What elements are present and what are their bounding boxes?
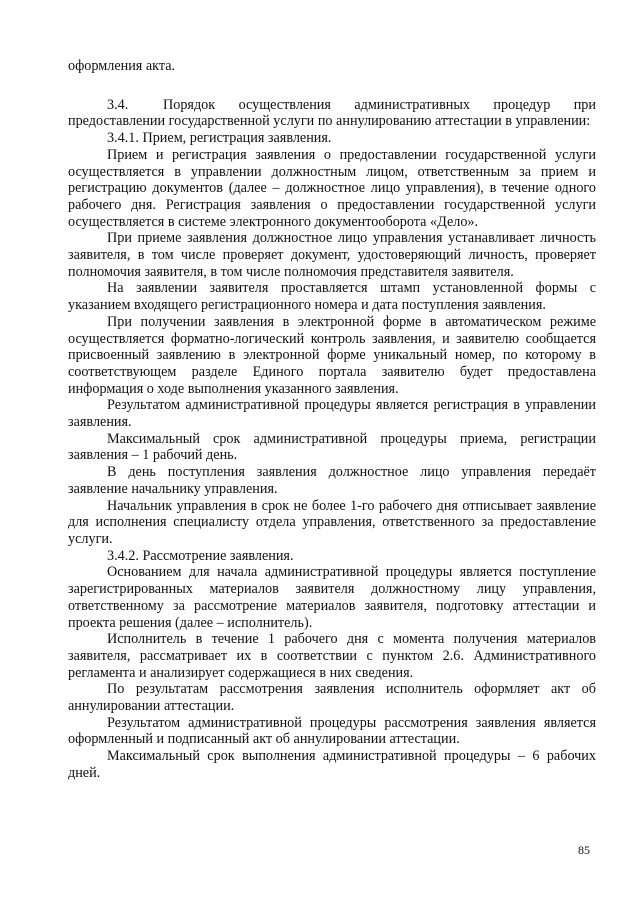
paragraph: При получении заявления в электронной форме в автоматическом режиме осуществляется форматно-логический контроль заявления, и заявителю сообщается присвоенный заявлению в электронной форме уникальный номер, по которому в соответствующем разделе Единого портала заявителю будет предоставлена информация о ходе выполнения указанного заявления.: [68, 313, 596, 397]
subsection-heading-1: 3.4.1. Прием, регистрация заявления.: [107, 130, 332, 147]
section-title: Порядок осуществления административных процедур при предоставлении государственной услуги по аннулированию аттестации в управлении:: [68, 96, 596, 130]
subsection-heading-2: 3.4.2. Рассмотрение заявления.: [107, 547, 294, 564]
section-heading: [68, 97, 596, 130]
paragraph: Исполнитель в течение 1 рабочего дня с момента получения материалов заявителя, рассматривает их в соответствии с пунктом 2.6. Административного регламента и анализирует содержащиеся в них сведения.: [68, 631, 596, 681]
paragraph: В день поступления заявления должностное лицо управления передаёт заявление начальнику управления.: [68, 464, 596, 497]
spacer: [68, 75, 596, 97]
section-number: 3.4.: [107, 96, 129, 113]
paragraph: Результатом административной процедуры рассмотрения заявления является оформленный и подписанный акт об аннулировании аттестации.: [68, 714, 596, 748]
paragraph: По результатам рассмотрения заявления исполнитель оформляет акт об аннулировании аттестации.: [68, 681, 596, 715]
paragraph: При приеме заявления должностное лицо управления устанавливает личность заявителя, в том числе проверяет документ, удостоверяющий личность, проверяет полномочия заявителя, в том числе полномочия представителя заявителя.: [68, 230, 596, 280]
paragraph: Прием и регистрация заявления о предоставлении государственной услуги осуществляется в управлении должностным лицом, ответственным за прием и регистрацию документов (далее – должностное лицо управления), в течение одного рабочего дня. Регистрация заявления о предоставлении государственной услуги осуществляется в системе электронного документооборота «Дело».: [68, 146, 596, 230]
paragraph: Начальник управления в срок не более 1-го рабочего дня отписывает заявление для исполнения специалисту отдела управления, ответственного за предоставление услуги.: [68, 497, 596, 547]
paragraph: Результатом административной процедуры является регистрация в управлении заявления.: [68, 397, 596, 431]
document-page: [68, 58, 596, 782]
paragraph: Максимальный срок выполнения административной процедуры – 6 рабочих дней.: [68, 748, 596, 781]
paragraph: Основанием для начала административной процедуры является поступление зарегистрированных материалов заявителя должностному лицу управления, ответственному за рассмотрение материалов заявителя, подготовку аттестации и проекта решения (далее – исполнитель).: [68, 564, 596, 631]
page-number: 85: [578, 843, 590, 857]
paragraph: На заявлении заявителя проставляется штамп установленной формы с указанием входящего регистрационного номера и дата поступления заявления.: [68, 280, 596, 314]
paragraph: Максимальный срок административной процедуры приема, регистрации заявления – 1 рабочий день.: [68, 430, 596, 464]
continuation-text: оформления акта.: [68, 58, 176, 74]
